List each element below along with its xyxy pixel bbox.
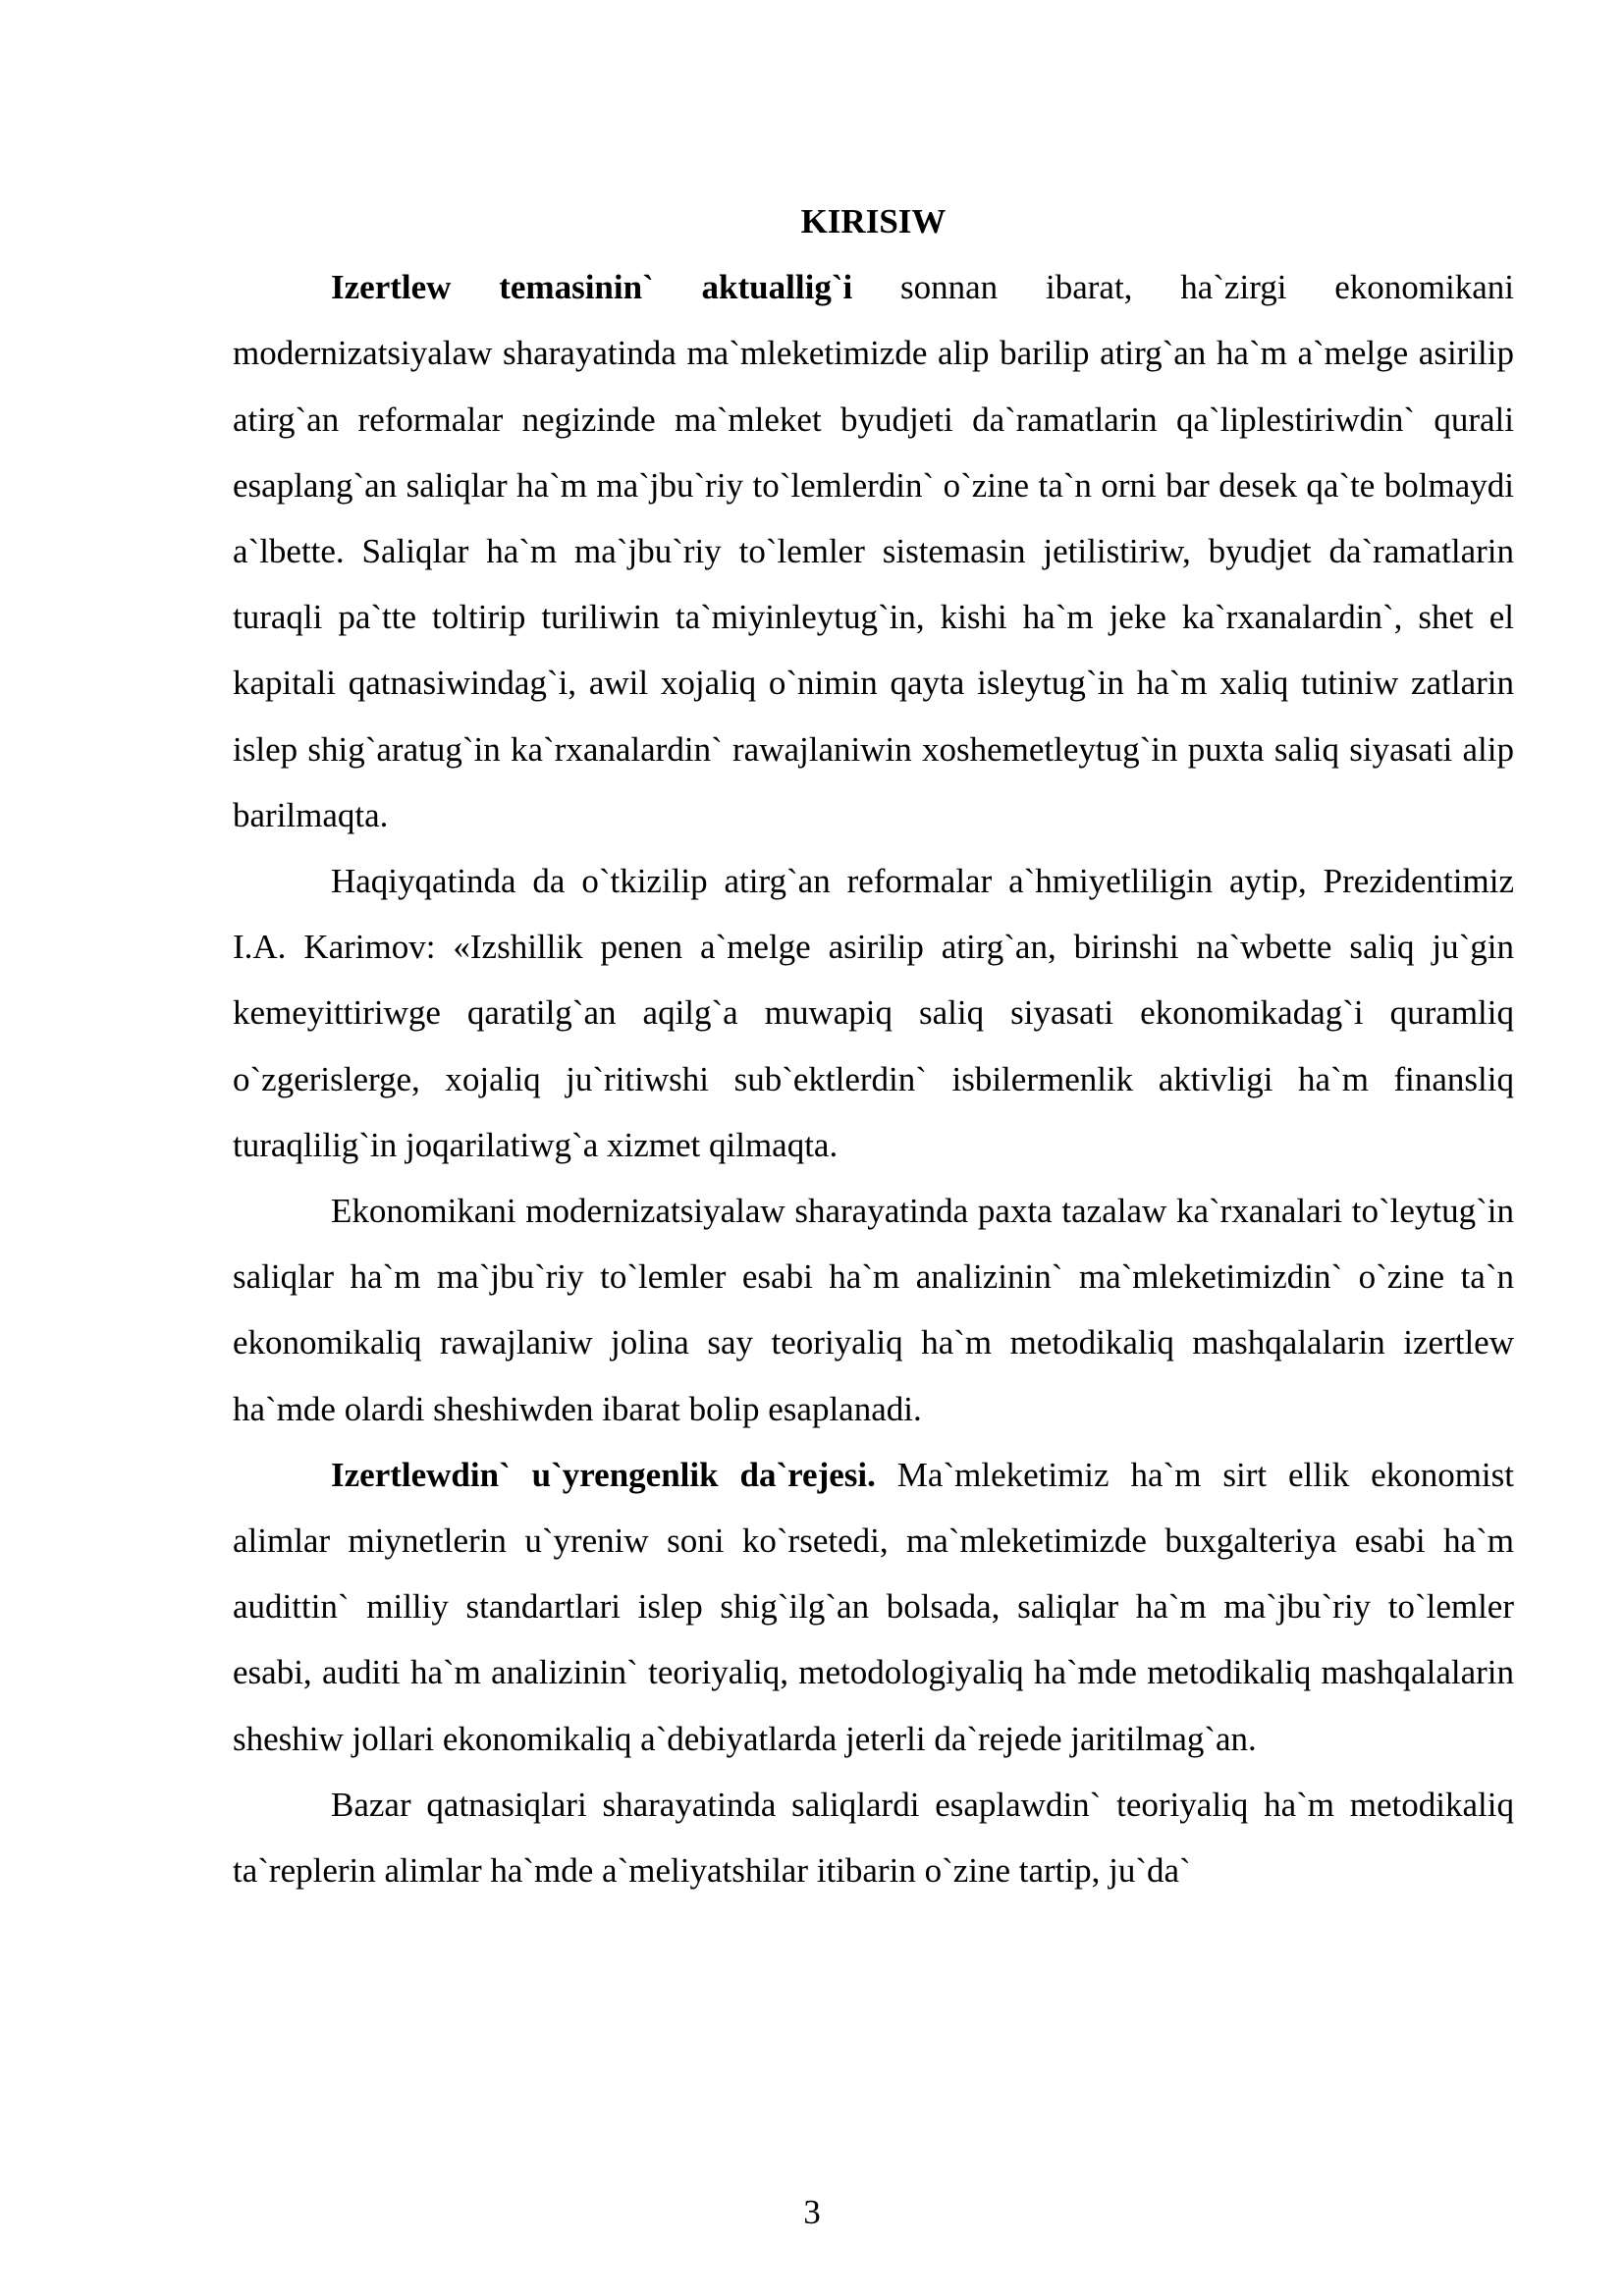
paragraph-text: sonnan ibarat, ha`zirgi ekonomikani modernizatsiyalaw sharayatinda ma`mleketimizde alip barilip atirg`an ha`m a`melge asirilip atirg`an reformalar negizinde ma`mleket byudjeti da`ramatlarin qa`liplestiriwdin` qurali esaplang`an saliqlar ha`m ma`jbu`riy to`lemlerdin` o`zine ta`n orni bar desek qa`te bolmaydi a`lbette. Saliqlar ha`m ma`jbu`riy to`lemler sistemasin jetilistiriw, byudjet da`ramatlarin turaqli pa`tte toltirip turiliwin ta`miyinleytug`in, kishi ha`m jeke ka`rxanalardin`, shet el kapitali qatnasiwindag`i, awil xojaliq o`nimin qayta isleytug`in ha`m xaliq tutiniw zatlarin islep shig`aratug`in ka`rxanalardin` rawajlaniwin xoshemetleytug`in puxta saliq siyasati alip barilmaqta. — [233, 268, 1514, 834]
section-title: KIRISIW — [800, 202, 947, 240]
paragraph-president-quote — [233, 848, 1514, 1178]
paragraph-lead: Izertlew temasinin` aktuallig`i — [331, 268, 853, 307]
paragraph-text: Bazar qatnasiqlari sharayatinda saliqlardi esaplawdin` teoriyaliq ha`m metodikaliq ta`replerin alimlar ha`mde a`meliyatshilar itibarin o`zine tartip, ju`da` — [233, 1785, 1514, 1891]
paragraph-study-level — [233, 1442, 1514, 1772]
paragraph-text: Haqiyqatinda da o`tkizilip atirg`an reformalar a`hmiyetliligin aytip, Prezidentimiz I.A. Karimov: «Izshillik penen a`melge asirilip atirg`an, birinshi na`wbette saliq ju`gin kemeyittiriwge qaratilg`an aqilg`a muwapiq saliq siyasati ekonomikadag`i quramliq o`zgerislerge, xojaliq ju`ritiwshi sub`ektlerdin` isbilermenlik aktivligi ha`m finansliq turaqlilig`in joqarilatiwg`a xizmet qilmaqta. — [233, 862, 1514, 1164]
paragraph-lead: Izertlewdin` u`yrengenlik da`rejesi. — [331, 1455, 876, 1494]
paragraph-market-relations — [233, 1772, 1514, 1903]
paragraph-text: Ma`mleketimiz ha`m sirt ellik ekonomist alimlar miynetlerin u`yreniw soni ko`rsetedi, ma`mleketimizde buxgalteriya esabi ha`m audittin` milliy standartlari islep shig`ilg`an bolsada, saliqlar ha`m ma`jbu`riy to`lemler esabi, auditi ha`m analizinin` teoriyaliq, metodologiyaliq ha`mde metodikaliq mashqalalarin sheshiw jollari ekonomikaliq a`debiyatlarda jeterli da`rejede jaritilmag`an. — [233, 1455, 1514, 1758]
page-content — [233, 188, 1514, 1903]
paragraph-text: Ekonomikani modernizatsiyalaw sharayatinda paxta tazalaw ka`rxanalari to`leytug`in saliqlar ha`m ma`jbu`riy to`lemler esabi ha`m analizinin` ma`mleketimizdin` o`zine ta`n ekonomikaliq rawajlaniw jolina say teoriyaliq ha`m metodikaliq mashqalalarin izertlew ha`mde olardi sheshiwden ibarat bolip esaplanadi. — [233, 1192, 1514, 1428]
paragraph-modernization — [233, 1178, 1514, 1442]
page-number: 3 — [803, 2193, 821, 2231]
paragraph-relevance — [233, 254, 1514, 848]
